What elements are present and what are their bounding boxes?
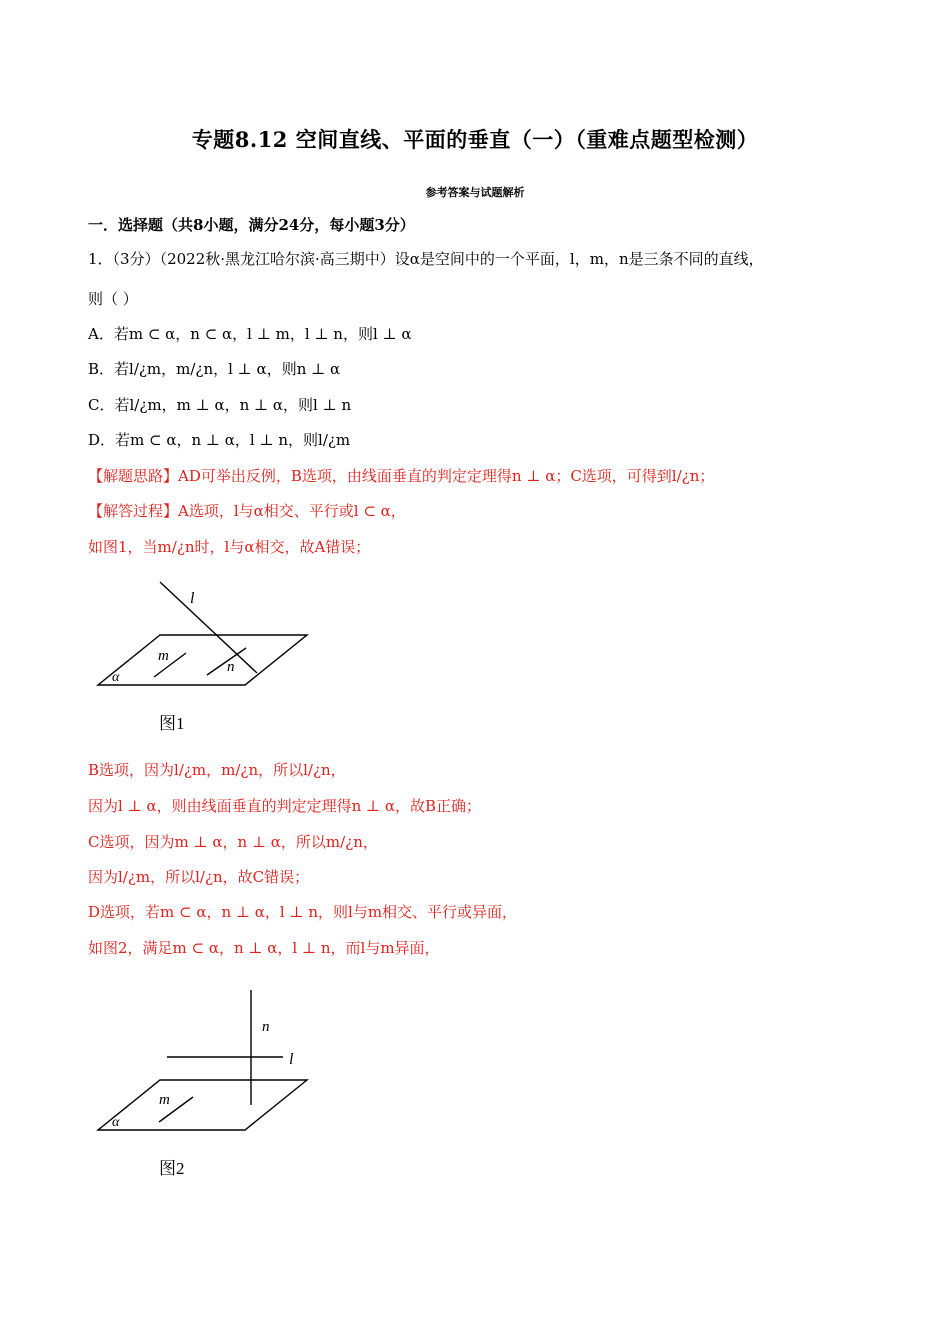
label-m: m bbox=[159, 1092, 170, 1108]
label-l: l bbox=[190, 590, 195, 607]
solution-b2: 因为l ⊥ α，则由线面垂直的判定定理得n ⊥ α，故B正确； bbox=[88, 797, 482, 815]
solution-process: 【解答过程】A选项，l与α相交、平行或l ⊂ α， bbox=[88, 502, 406, 520]
figure-2-diagram bbox=[80, 980, 340, 1180]
question-stem-line2: 则（ ） bbox=[88, 290, 138, 308]
option-c: C．若l/¿m，m ⊥ α，n ⊥ α，则l ⊥ n bbox=[88, 396, 352, 414]
label-l: l bbox=[289, 1051, 294, 1068]
line-l bbox=[160, 582, 257, 673]
option-b: B．若l/¿m，m/¿n，l ⊥ α，则n ⊥ α bbox=[88, 360, 341, 378]
question-stem-line1: 1．（3分）（2022秋·黑龙江哈尔滨·高三期中）设α是空间中的一个平面，l，m，n是三条不同的直线， bbox=[88, 250, 764, 268]
label-m: m bbox=[158, 648, 169, 664]
section-heading: 一．选择题（共8小题，满分24分，每小题3分） bbox=[88, 216, 415, 234]
subtitle: 参考答案与试题解析 bbox=[425, 186, 525, 199]
figure-1-diagram bbox=[80, 570, 340, 740]
solution-b1: B选项，因为l/¿m，m/¿n，所以l/¿n， bbox=[88, 761, 346, 779]
solution-idea: 【解题思路】AD可举出反例，B选项，由线面垂直的判定定理得n ⊥ α；C选项，可得到l/¿n； bbox=[88, 467, 715, 485]
figure1-intro: 如图1，当m/¿n时，l与α相交，故A错误； bbox=[88, 538, 371, 556]
label-alpha: α bbox=[112, 1115, 120, 1130]
plane-alpha bbox=[98, 635, 307, 685]
label-alpha: α bbox=[112, 670, 120, 685]
page-title: 专题8.12 空间直线、平面的垂直（一）（重难点题型检测） bbox=[191, 127, 759, 152]
plane-alpha bbox=[98, 1080, 307, 1130]
label-n: n bbox=[227, 659, 235, 675]
label-n: n bbox=[262, 1019, 270, 1035]
solution-d1: D选项，若m ⊂ α，n ⊥ α，l ⊥ n，则l与m相交、平行或异面， bbox=[88, 903, 518, 921]
option-a: A．若m ⊂ α，n ⊂ α，l ⊥ m，l ⊥ n，则l ⊥ α bbox=[88, 325, 412, 343]
figure-1-caption: 图1 bbox=[159, 714, 185, 733]
solution-c1: C选项，因为m ⊥ α，n ⊥ α，所以m/¿n， bbox=[88, 833, 378, 851]
figure2-intro: 如图2，满足m ⊂ α，n ⊥ α，l ⊥ n，而l与m异面， bbox=[88, 939, 440, 957]
figure-2-caption: 图2 bbox=[159, 1159, 185, 1178]
option-d: D．若m ⊂ α，n ⊥ α，l ⊥ n，则l/¿m bbox=[88, 431, 351, 449]
solution-c2: 因为l/¿m，所以l/¿n，故C错误； bbox=[88, 868, 310, 886]
